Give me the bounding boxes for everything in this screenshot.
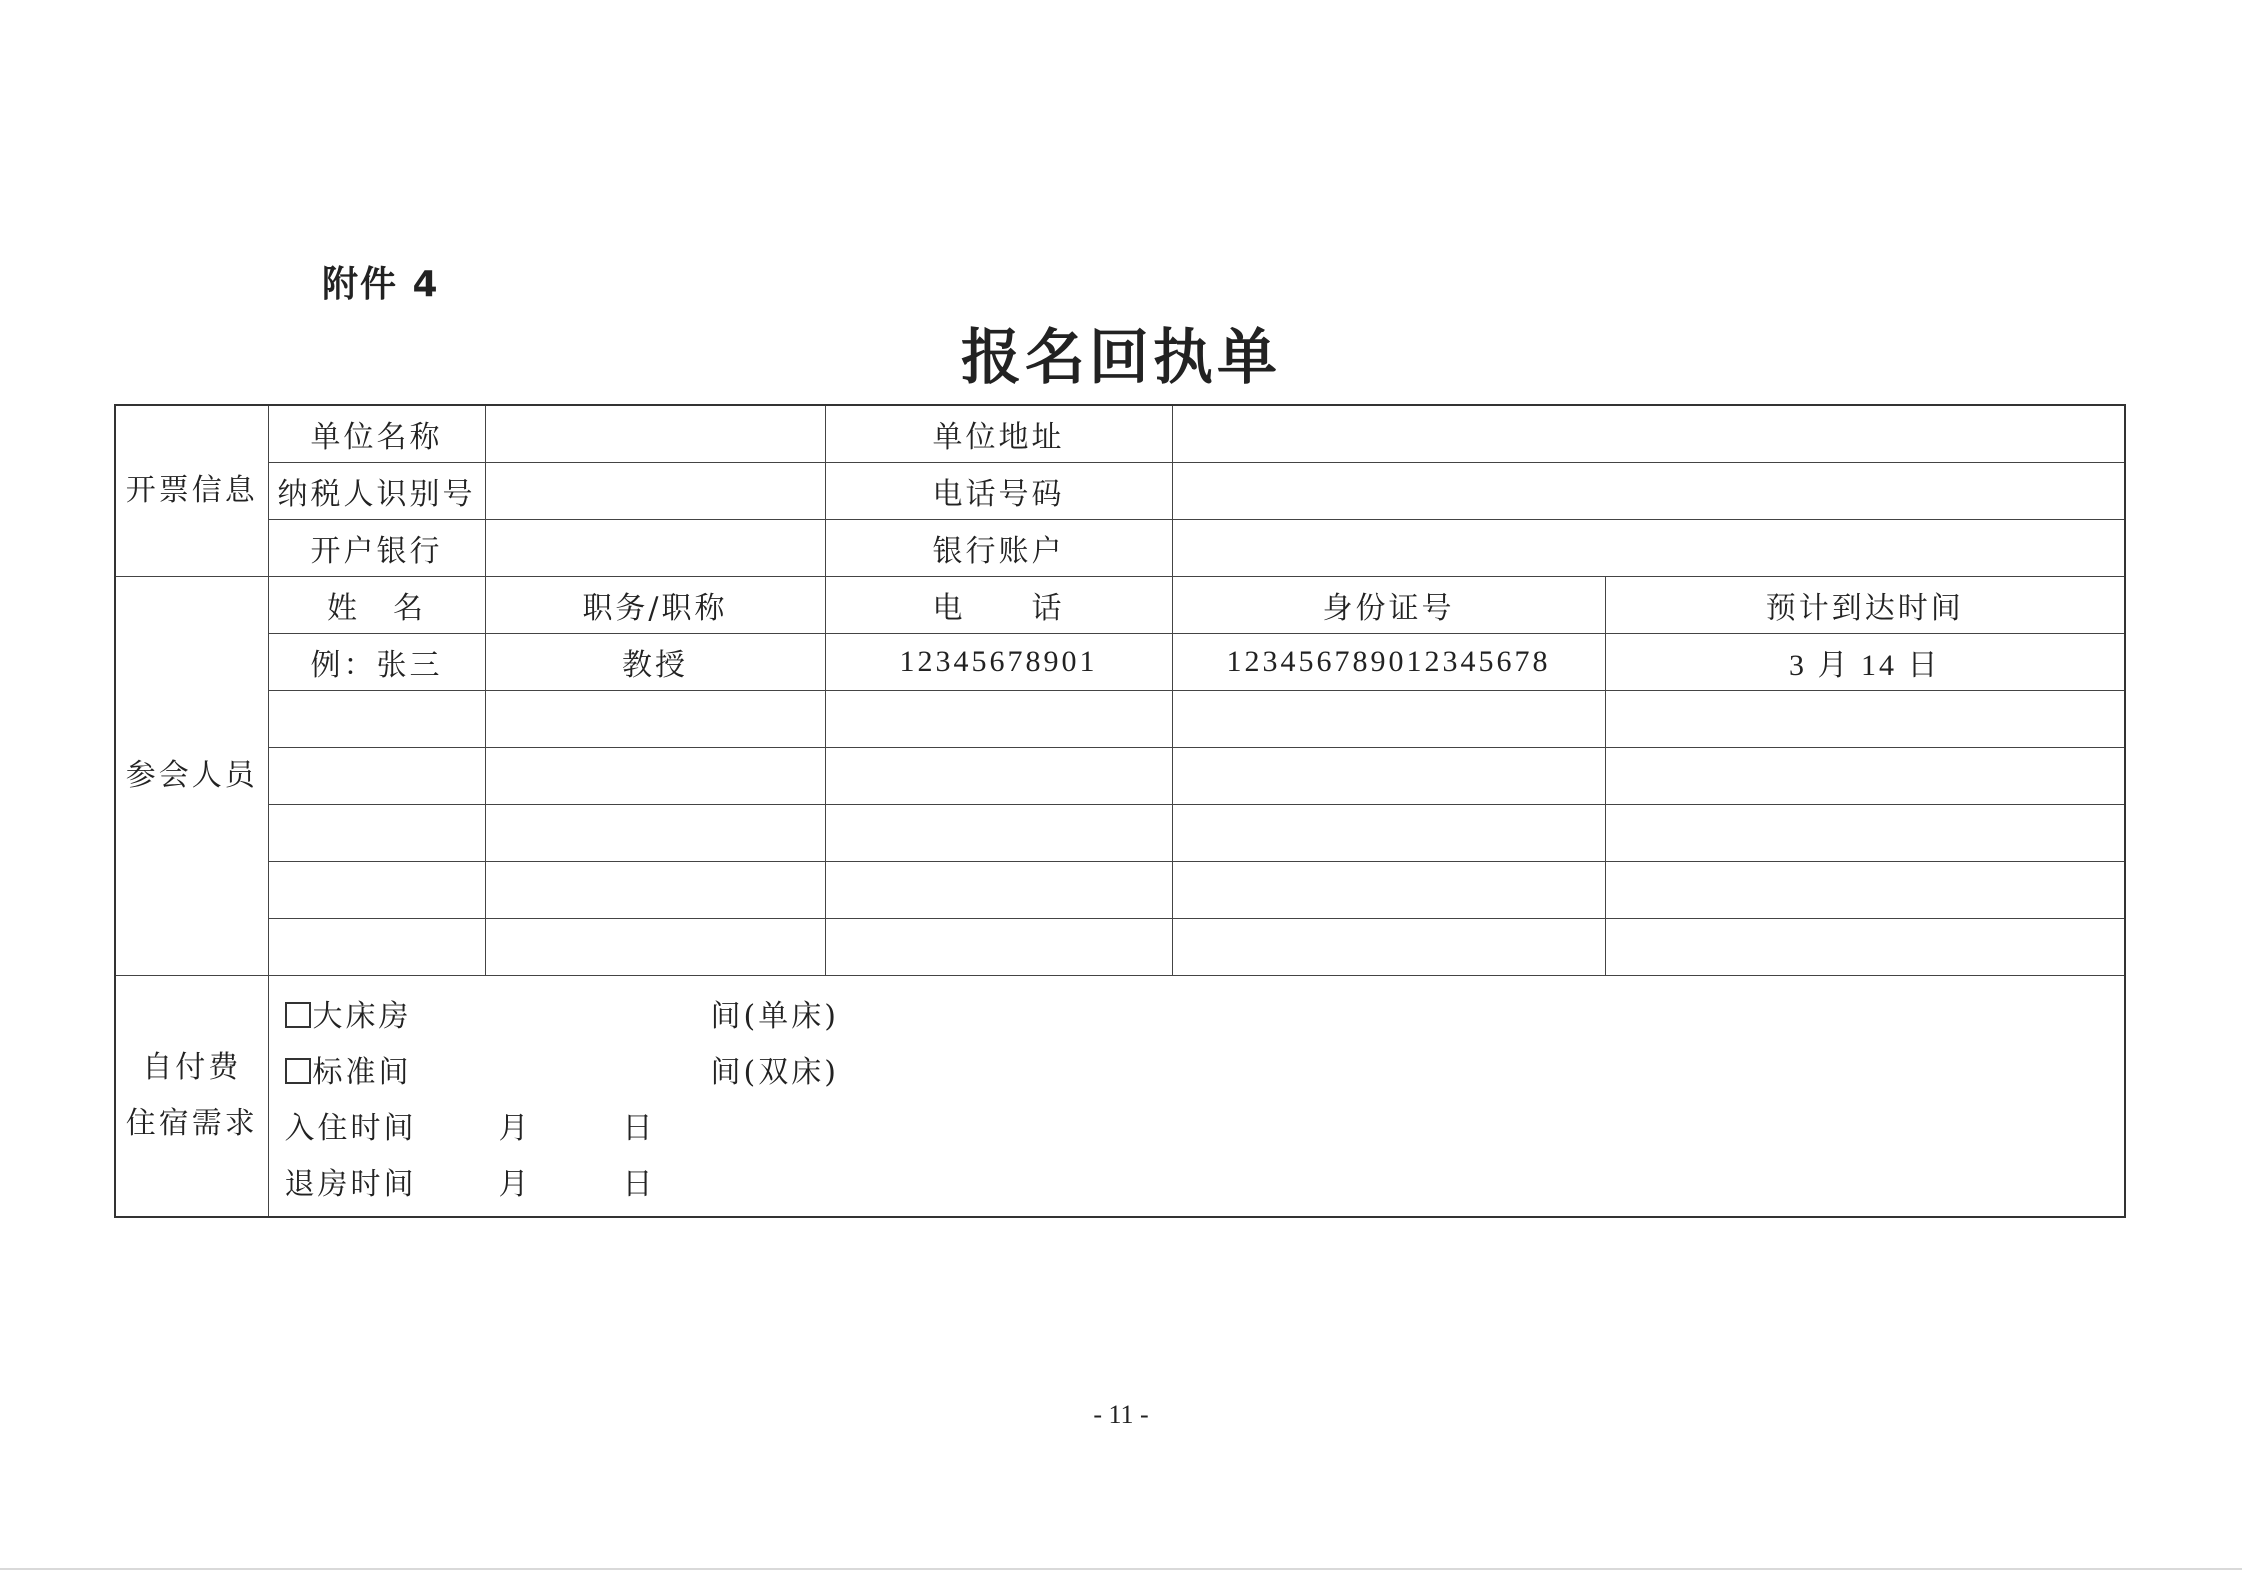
attendee-id-field[interactable] (1172, 804, 1605, 861)
attendee-arrival-field[interactable] (1605, 804, 2125, 861)
invoice-row (115, 405, 2125, 462)
attendee-name-field[interactable] (268, 747, 485, 804)
registration-form-table (114, 404, 2126, 1218)
attachment-label: 附件 4 (322, 264, 440, 305)
invoice-label: 银行账户 (825, 519, 1172, 576)
checkin-label: 入住时间 (284, 1110, 417, 1146)
standard-room-label: 标准间 (312, 1054, 412, 1090)
form-title: 报名回执单 (961, 323, 1281, 393)
attendee-id-field[interactable] (1172, 918, 1605, 975)
invoice-value-field[interactable] (485, 462, 825, 519)
attendees-section-label: 参会人员 (115, 576, 268, 975)
attendee-phone-field[interactable] (825, 804, 1172, 861)
attendee-name-field[interactable] (268, 690, 485, 747)
invoice-label: 开户银行 (268, 519, 485, 576)
standard-room-option (269, 1045, 2125, 1101)
lodging-section-label (115, 975, 268, 1217)
lodging-label-line2: 住宿需求 (125, 1105, 258, 1141)
checkout-month: 月 (498, 1166, 532, 1202)
attendee-arrival-field[interactable] (1605, 690, 2125, 747)
king-room-label: 大床房 (312, 998, 412, 1034)
example-arrival-time: 3 月 14 日 (1605, 633, 2125, 690)
column-header-phone: 电 话 (825, 576, 1172, 633)
column-header-name: 姓 名 (268, 576, 485, 633)
invoice-row (115, 519, 2125, 576)
attendee-name-field[interactable] (268, 804, 485, 861)
checkin-month: 月 (498, 1110, 532, 1146)
invoice-label: 单位名称 (268, 405, 485, 462)
attendee-phone-field[interactable] (825, 747, 1172, 804)
invoice-value-field[interactable] (1172, 405, 2125, 462)
king-room-unit: 间(单床) (710, 998, 839, 1034)
example-title: 教授 (485, 633, 825, 690)
attendee-blank-row (115, 747, 2125, 804)
checkin-row (269, 1101, 2125, 1157)
lodging-options (268, 975, 2125, 1217)
attendee-blank-row (115, 804, 2125, 861)
king-room-checkbox[interactable] (285, 1002, 311, 1028)
checkin-day: 日 (622, 1110, 656, 1146)
column-header-title: 职务/职称 (485, 576, 825, 633)
attendee-phone-field[interactable] (825, 690, 1172, 747)
attendee-phone-field[interactable] (825, 861, 1172, 918)
invoice-label: 单位地址 (825, 405, 1172, 462)
attendee-title-field[interactable] (485, 804, 825, 861)
invoice-value-field[interactable] (1172, 462, 2125, 519)
attendee-example-row (115, 633, 2125, 690)
column-header-arrival-time: 预计到达时间 (1605, 576, 2125, 633)
example-name: 例：张三 (268, 633, 485, 690)
page-number: - 11 - (1093, 1400, 1149, 1429)
standard-room-checkbox[interactable] (285, 1058, 311, 1084)
checkout-day: 日 (622, 1166, 656, 1202)
attendee-id-field[interactable] (1172, 861, 1605, 918)
attendee-id-field[interactable] (1172, 747, 1605, 804)
attendee-blank-row (115, 918, 2125, 975)
invoice-label: 电话号码 (825, 462, 1172, 519)
invoice-label: 纳税人识别号 (268, 462, 485, 519)
king-room-option (269, 989, 2125, 1045)
example-id-number: 123456789012345678 (1172, 633, 1605, 690)
attendee-title-field[interactable] (485, 690, 825, 747)
attendee-id-field[interactable] (1172, 690, 1605, 747)
attendee-blank-row (115, 861, 2125, 918)
invoice-value-field[interactable] (1172, 519, 2125, 576)
attendee-arrival-field[interactable] (1605, 861, 2125, 918)
attendee-title-field[interactable] (485, 918, 825, 975)
invoice-row (115, 462, 2125, 519)
invoice-section-label: 开票信息 (115, 405, 268, 576)
attendee-header-row (115, 576, 2125, 633)
attendee-blank-row (115, 690, 2125, 747)
lodging-row (115, 975, 2125, 1217)
attendee-arrival-field[interactable] (1605, 918, 2125, 975)
invoice-value-field[interactable] (485, 405, 825, 462)
example-phone: 12345678901 (825, 633, 1172, 690)
attendee-arrival-field[interactable] (1605, 747, 2125, 804)
attendee-title-field[interactable] (485, 861, 825, 918)
column-header-id-number: 身份证号 (1172, 576, 1605, 633)
checkout-label: 退房时间 (284, 1166, 417, 1202)
attendee-title-field[interactable] (485, 747, 825, 804)
attendee-phone-field[interactable] (825, 918, 1172, 975)
attendee-name-field[interactable] (268, 861, 485, 918)
page-edge-divider (0, 1568, 2242, 1570)
attendee-name-field[interactable] (268, 918, 485, 975)
invoice-value-field[interactable] (485, 519, 825, 576)
standard-room-unit: 间(双床) (710, 1054, 839, 1090)
lodging-label-line1: 自付费 (142, 1049, 242, 1085)
checkout-row (269, 1157, 2125, 1213)
